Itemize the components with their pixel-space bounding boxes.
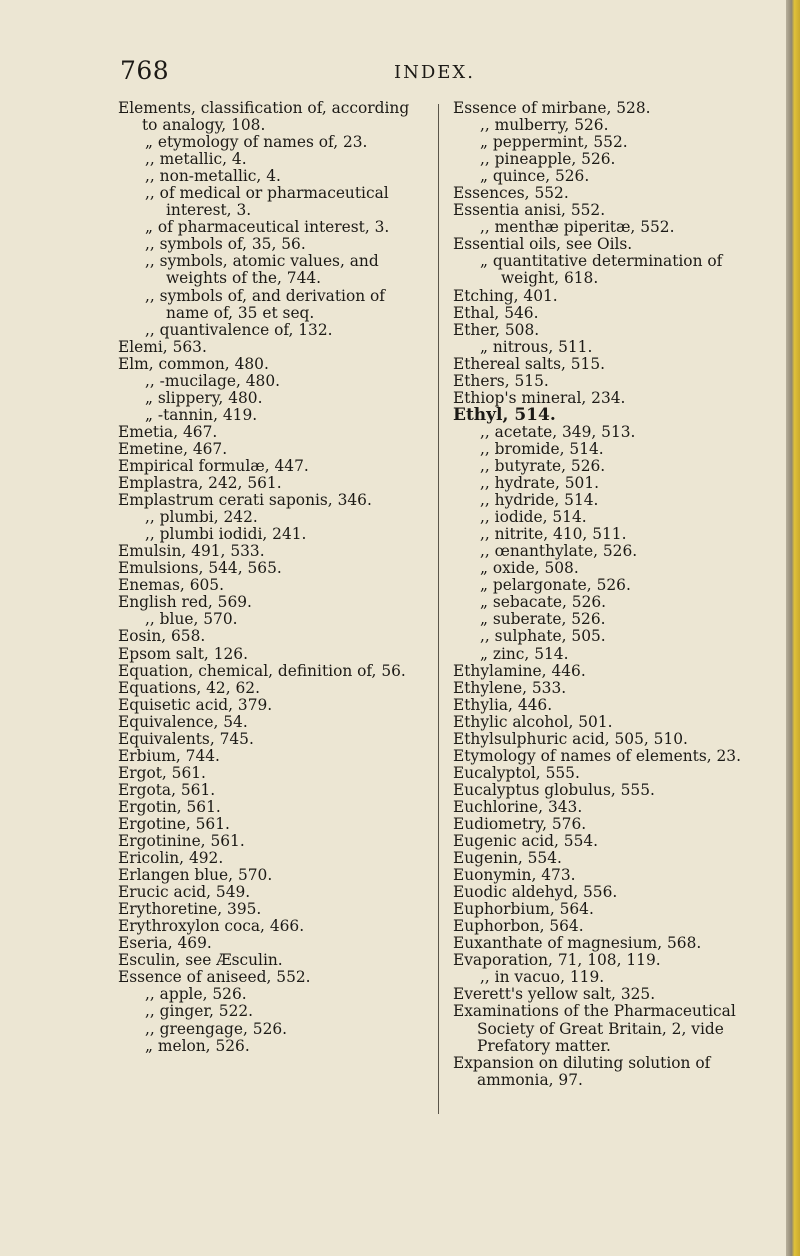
index-subentry: „ melon, 526. — [145, 1036, 250, 1055]
index-entry: Essence of mirbane, 528. — [453, 99, 651, 117]
index-subentry: „ quantitative determination of weight, 618. — [480, 252, 723, 288]
index-entry: Ergot, 561. — [118, 763, 206, 782]
index-entry: Eugenin, 554. — [453, 849, 562, 868]
index-entry: Ethyl, 514. — [453, 404, 556, 425]
index-entry: Ethers, 515. — [453, 371, 549, 390]
index-entry: Eosin, 658. — [118, 627, 206, 646]
index-entry: English red, 569. — [118, 593, 252, 612]
index-subentry: ,, in vacuo, 119. — [480, 968, 605, 987]
running-head-title: INDEX. — [394, 62, 475, 83]
index-subentry: ,, apple, 526. — [145, 985, 247, 1004]
page-header — [0, 56, 786, 86]
index-entry: Ericolin, 492. — [118, 849, 224, 868]
index-subentry: ,, quantivalence of, 132. — [145, 320, 333, 339]
index-subentry: ,, nitrite, 410, 511. — [480, 525, 627, 544]
index-subentry: ,, symbols, atomic values, and weights of the, 744. — [145, 252, 379, 288]
index-column-left — [118, 100, 423, 1055]
index-entry: Erbium, 744. — [118, 746, 220, 765]
index-subentry: ,, iodide, 514. — [480, 508, 587, 527]
index-entry: Examinations of the Pharmaceutical Society of Great Britain, 2, vide Prefatory matter. — [453, 1002, 736, 1055]
page-edge — [786, 0, 800, 1256]
index-subentry: ,, metallic, 4. — [145, 150, 247, 169]
index-entry: Equisetic acid, 379. — [118, 695, 273, 714]
index-subentry: „ pelargonate, 526. — [480, 576, 631, 595]
index-subentry: ,, menthæ piperitæ, 552. — [480, 218, 675, 237]
index-entry: Erythoretine, 395. — [118, 900, 262, 919]
index-subentry: ,, ginger, 522. — [145, 1002, 254, 1021]
index-entry: Euphorbon, 564. — [453, 917, 584, 936]
index-entry: Eugenic acid, 554. — [453, 832, 599, 851]
index-subentry: „ -tannin, 419. — [145, 405, 258, 424]
index-entry: Esculin, see Æsculin. — [118, 951, 283, 970]
index-entry: Essences, 552. — [453, 184, 569, 203]
index-entry: Erythroxylon coca, 466. — [118, 917, 305, 936]
column-divider — [438, 104, 439, 1114]
index-subentry: „ peppermint, 552. — [480, 133, 628, 152]
index-entry: Ethal, 546. — [453, 303, 539, 322]
index-entry: Ergota, 561. — [118, 780, 216, 799]
index-entry: Elements, classification of, according to analogy, 108. — [118, 99, 410, 135]
index-entry: Empirical formulæ, 447. — [118, 456, 309, 475]
index-entry: Essentia anisi, 552. — [453, 201, 606, 220]
index-entry: Euchlorine, 343. — [453, 797, 583, 816]
index-entry: Emulsions, 544, 565. — [118, 559, 282, 578]
index-subentry: ,, hydrate, 501. — [480, 474, 600, 493]
index-entry: Etching, 401. — [453, 286, 558, 305]
index-entry: Ethereal salts, 515. — [453, 354, 606, 373]
index-subentry: „ suberate, 526. — [480, 610, 606, 629]
index-entry: Ethylic alcohol, 501. — [453, 712, 613, 731]
index-subentry: ,, sulphate, 505. — [480, 627, 606, 646]
index-subentry: ,, mulberry, 526. — [480, 116, 609, 135]
index-entry: Emetia, 467. — [118, 422, 218, 441]
index-subentry: ,, hydride, 514. — [480, 491, 599, 510]
index-subentry: ,, symbols of, and derivation of name of, 35 et seq. — [145, 286, 385, 322]
index-entry: Elm, common, 480. — [118, 354, 269, 373]
index-entry: Expansion on diluting solution of ammonia, 97. — [453, 1053, 711, 1089]
index-entry: Enemas, 605. — [118, 576, 224, 595]
index-subentry: ,, œnanthylate, 526. — [480, 542, 638, 561]
index-entry: Equation, chemical, definition of, 56. — [118, 661, 406, 680]
index-entry: Evaporation, 71, 108, 119. — [453, 951, 661, 970]
index-subentry: „ slippery, 480. — [145, 388, 263, 407]
index-entry: Eudiometry, 576. — [453, 814, 587, 833]
index-entry: Emplastra, 242, 561. — [118, 474, 282, 493]
index-column-right — [453, 100, 775, 1089]
index-entry: Ethiop's mineral, 234. — [453, 388, 626, 407]
index-subentry: „ quince, 526. — [480, 167, 590, 186]
index-entry: Essential oils, see Oils. — [453, 235, 633, 254]
index-entry: Elemi, 563. — [118, 337, 207, 356]
index-subentry: ,, acetate, 349, 513. — [480, 422, 636, 441]
index-subentry: ,, greengage, 526. — [145, 1019, 288, 1038]
index-entry: Emulsin, 491, 533. — [118, 542, 265, 561]
index-subentry: „ etymology of names of, 23. — [145, 133, 368, 152]
index-entry: Emetine, 467. — [118, 439, 228, 458]
index-entry: Emplastrum cerati saponis, 346. — [118, 491, 372, 510]
index-entry: Ethylsulphuric acid, 505, 510. — [453, 729, 688, 748]
index-entry: Epsom salt, 126. — [118, 644, 248, 663]
index-entry: Euodic aldehyd, 556. — [453, 883, 618, 902]
index-subentry: ,, non-metallic, 4. — [145, 167, 281, 186]
index-entry: Erucic acid, 549. — [118, 883, 251, 902]
index-subentry: „ oxide, 508. — [480, 559, 579, 578]
index-entry: Equivalence, 54. — [118, 712, 248, 731]
index-entry: Erlangen blue, 570. — [118, 866, 273, 885]
index-subentry: ,, plumbi, 242. — [145, 508, 258, 527]
index-subentry: ,, bromide, 514. — [480, 439, 604, 458]
index-subentry: „ sebacate, 526. — [480, 593, 607, 612]
index-entry: Ether, 508. — [453, 320, 540, 339]
index-subentry: ,, symbols of, 35, 56. — [145, 235, 306, 254]
index-entry: Euphorbium, 564. — [453, 900, 594, 919]
index-entry: Euonymin, 473. — [453, 866, 576, 885]
index-entry: Essence of aniseed, 552. — [118, 968, 311, 987]
index-entry: Equations, 42, 62. — [118, 678, 260, 697]
index-subentry: ,, -mucilage, 480. — [145, 371, 281, 390]
index-entry: Ethylene, 533. — [453, 678, 567, 697]
index-subentry: „ of pharmaceutical interest, 3. — [145, 218, 390, 237]
index-subentry: ,, plumbi iodidi, 241. — [145, 525, 307, 544]
index-entry: Ethylia, 446. — [453, 695, 553, 714]
index-entry: Ethylamine, 446. — [453, 661, 586, 680]
index-entry: Equivalents, 745. — [118, 729, 254, 748]
index-entry: Everett's yellow salt, 325. — [453, 985, 656, 1004]
index-subentry: ,, butyrate, 526. — [480, 456, 606, 475]
index-subentry: ,, of medical or pharmaceutical interest, 3. — [145, 184, 389, 220]
page-number: 768 — [120, 56, 170, 85]
index-entry: Eseria, 469. — [118, 934, 212, 953]
index-entry: Eucalyptol, 555. — [453, 763, 580, 782]
index-entry: Eucalyptus globulus, 555. — [453, 780, 655, 799]
index-subentry: „ nitrous, 511. — [480, 337, 593, 356]
index-entry: Euxanthate of magnesium, 568. — [453, 934, 702, 953]
index-entry: Ergotinine, 561. — [118, 832, 245, 851]
index-entry: Etymology of names of elements, 23. — [453, 746, 741, 765]
index-subentry: ,, blue, 570. — [145, 610, 238, 629]
index-subentry: „ zinc, 514. — [480, 644, 569, 663]
index-subentry: ,, pineapple, 526. — [480, 150, 616, 169]
index-entry: Ergotin, 561. — [118, 797, 221, 816]
index-entry: Ergotine, 561. — [118, 814, 230, 833]
